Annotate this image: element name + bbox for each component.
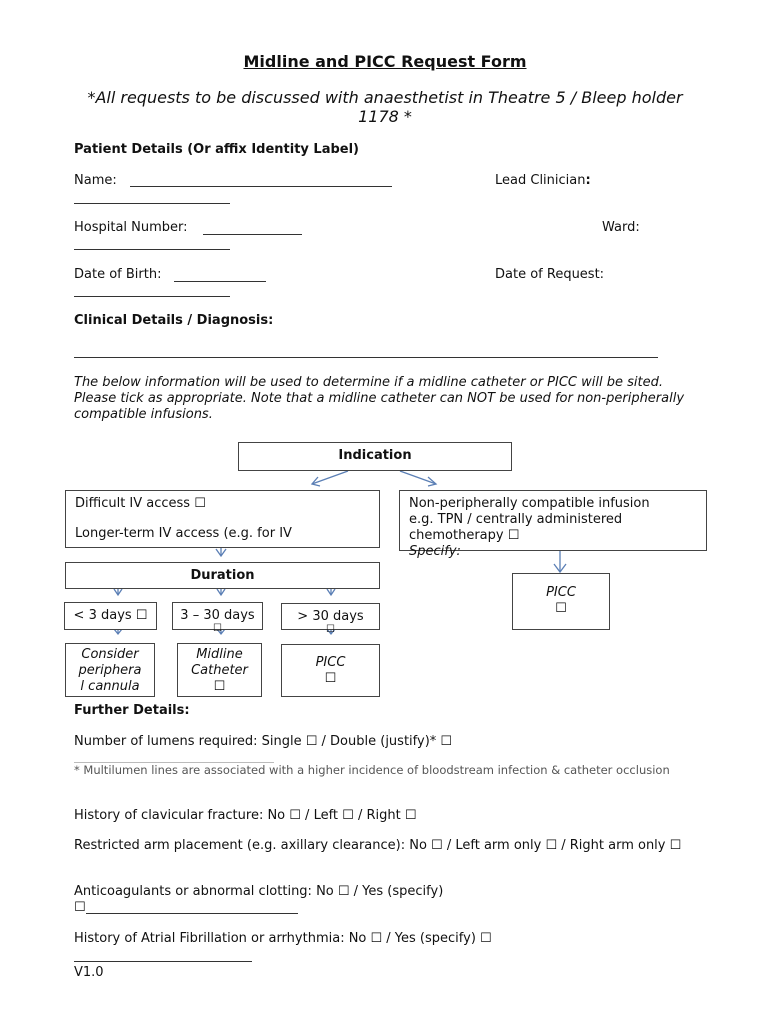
outcome-peripheral-cannula: Consider periphera l cannula [65, 643, 155, 697]
restricted-arm-question[interactable]: Restricted arm placement (e.g. axillary clearance): No ☐ / Left arm only ☐ / Right arm only ☐ [74, 838, 682, 853]
longer-term-iv-access-option[interactable]: Longer-term IV access (e.g. for IV [75, 526, 292, 541]
anticoagulants-question[interactable]: Anticoagulants or abnormal clotting: No ☐ / Yes (specify) [74, 884, 444, 899]
duration-under-3-days[interactable]: < 3 days ☐ [64, 602, 157, 630]
intro-text: The below information will be used to determine if a midline catheter or PICC will be sited. Please tick as appropriate. Note that a midline catheter can NOT be used for non-peripherally compatible infusions. [74, 375, 685, 422]
picc-right-label: PICC [546, 585, 576, 600]
name-label: Name: [74, 173, 117, 188]
duration-3-to-30-days[interactable]: 3 – 30 days ☐ [172, 602, 263, 630]
difficult-iv-access-option[interactable]: Difficult IV access ☐ [75, 496, 206, 511]
non-peripheral-checkbox-line[interactable]: chemotherapy ☐ [409, 528, 520, 543]
anticoagulants-checkbox[interactable]: ☐ [74, 900, 86, 915]
atrial-fibrillation-question[interactable]: History of Atrial Fibrillation or arrhythmia: No ☐ / Yes (specify) ☐ [74, 931, 492, 946]
dob-label: Date of Birth: [74, 267, 162, 282]
non-peripheral-line1: Non-peripherally compatible infusion [409, 496, 650, 511]
hospital-number-label: Hospital Number: [74, 220, 188, 235]
version-label: V1.0 [74, 965, 104, 980]
outcome-picc-checkbox[interactable]: ☐ [324, 671, 337, 686]
duration-over-30-days[interactable]: > 30 days ☐ [281, 603, 380, 630]
clavicular-fracture-question[interactable]: History of clavicular fracture: No ☐ / Left ☐ / Right ☐ [74, 808, 417, 823]
duration-over-30-checkbox[interactable]: ☐ [326, 624, 335, 635]
date-of-request-label: Date of Request: [495, 267, 605, 282]
clinical-details-heading: Clinical Details / Diagnosis: [74, 313, 274, 328]
patient-details-heading: Patient Details (Or affix Identity Label) [74, 142, 359, 157]
outcome-picc: PICC ☐ [281, 644, 380, 697]
midline-catheter-checkbox[interactable]: ☐ [213, 679, 226, 694]
form-subtitle: *All requests to be discussed with anaesthetist in Theatre 5 / Bleep holder 1178 * [87, 88, 683, 126]
further-details-heading: Further Details: [74, 703, 190, 718]
picc-right-box [512, 573, 610, 630]
outcome-midline-catheter: Midline Catheter ☐ [177, 643, 262, 697]
form-title: Midline and PICC Request Form [243, 52, 527, 71]
multilumen-footnote: * Multilumen lines are associated with a higher incidence of bloodstream infection & catheter occlusion [74, 763, 670, 777]
indication-right-box [399, 490, 707, 559]
lumens-question[interactable]: Number of lumens required: Single ☐ / Double (justify)* ☐ [74, 734, 453, 749]
non-peripheral-line2: e.g. TPN / centrally administered [409, 512, 623, 527]
atrial-fibrillation-specify-field[interactable] [74, 961, 252, 962]
indication-box: Indication [238, 442, 512, 471]
arrow-indication-right [400, 471, 436, 484]
duration-3-to-30-checkbox[interactable]: ☐ [213, 623, 222, 634]
lead-clinician-label: Lead Clinician: [495, 173, 591, 188]
anticoagulants-specify-field[interactable] [86, 913, 298, 914]
ward-label: Ward: [602, 220, 640, 235]
picc-right-checkbox[interactable]: ☐ [555, 601, 567, 616]
indication-left-box [65, 490, 380, 548]
specify-label: Specify: [409, 544, 461, 559]
duration-box: Duration [65, 562, 380, 589]
